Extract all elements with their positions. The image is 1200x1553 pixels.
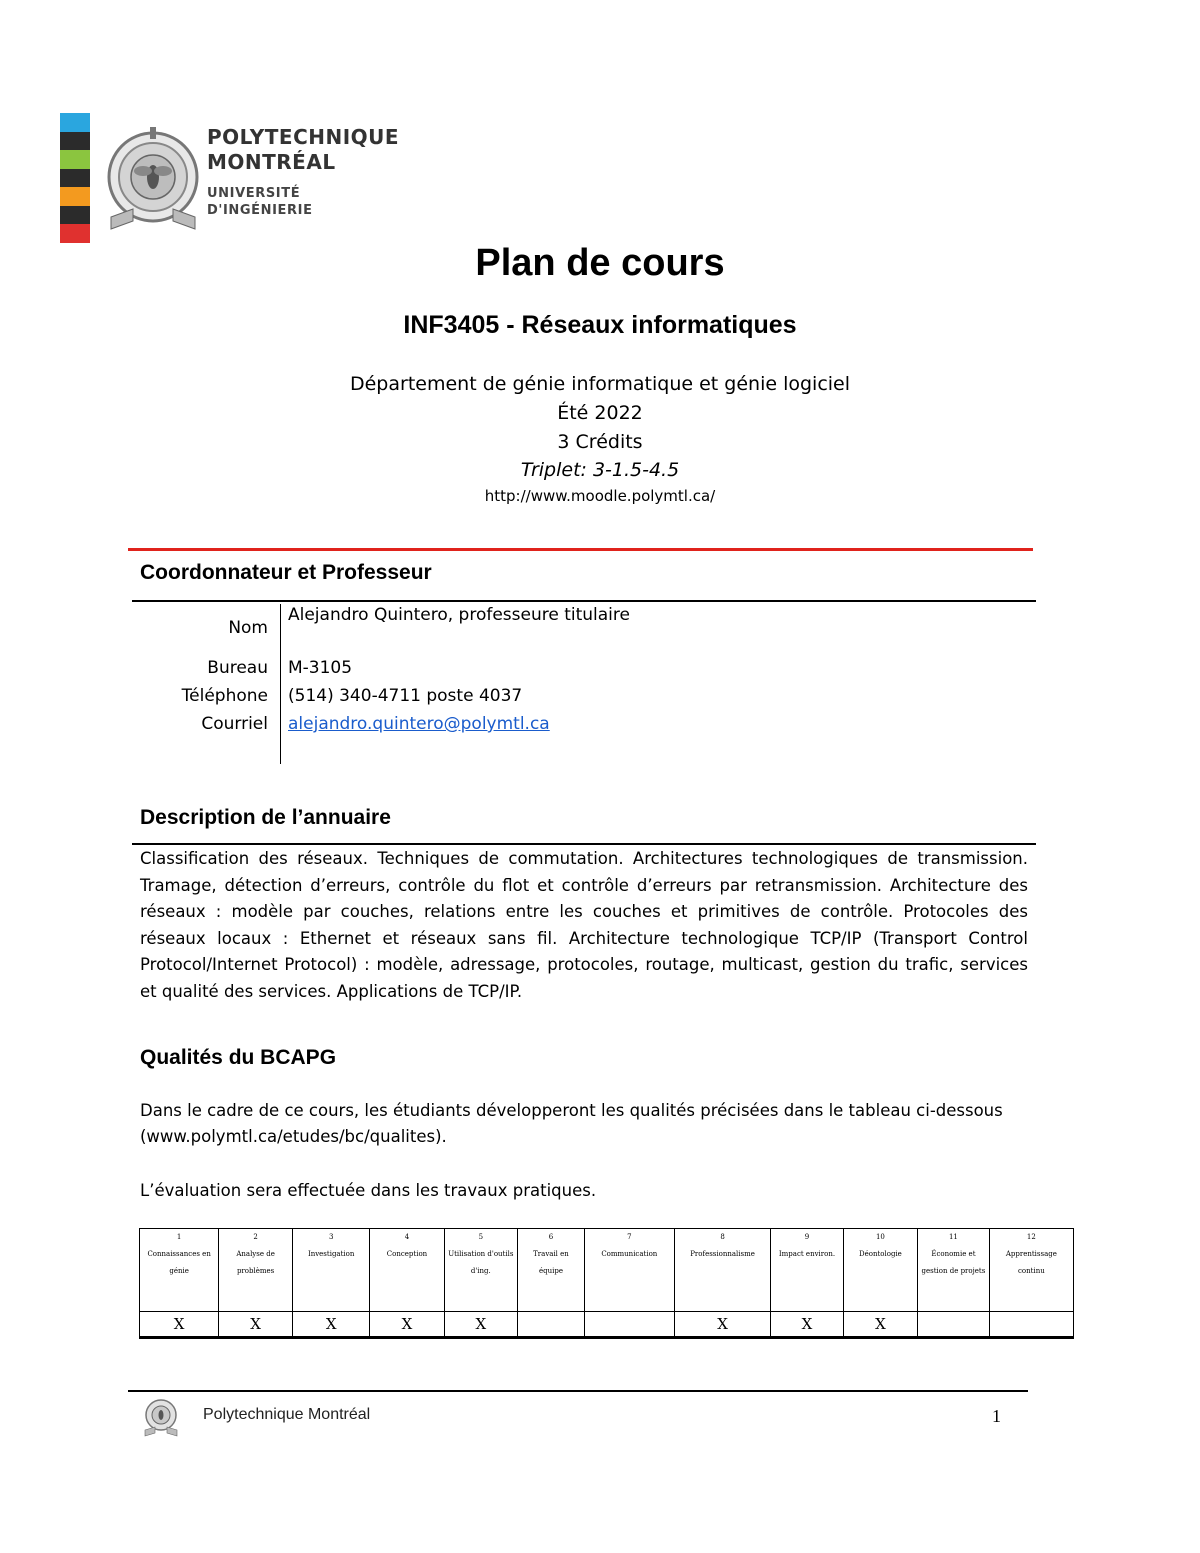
description-text: Classification des réseaux. Techniques de commutation. Architectures technologiques de transmission. Tramage, détection d’erreurs, contrôle du flot et contrôle d’erreurs par retransmission. Architecture des réseaux : modèle par couches, relations entre les couches et primitives de contrôle. Protocoles des réseaux locaux : Ethernet et réseaux sans fil. Architecture technologique TCP/IP (Transport Control Protocol/Internet Protocol) : modèle, adressage, protocoles, routage, multicast, gestion du trafic, services et qualité des services. Applications de TCP/IP.: [140, 849, 1028, 1001]
name-value: Alejandro Quintero, professeure titulaire: [288, 605, 630, 625]
logo-strip-block: [60, 113, 90, 132]
footer-seal-icon: [143, 1397, 179, 1437]
quality-mark-cell: X: [674, 1312, 770, 1338]
logo-strip-block: [60, 206, 90, 225]
quality-header-cell: [989, 1229, 1073, 1312]
qualities-intro: Dans le cadre de ce cours, les étudiants développeront les qualités précisées dans le tableau ci-dessous (www.polymtl.ca/etudes/bc/qualites).: [140, 1101, 1003, 1146]
quality-number: 3: [328, 1233, 334, 1241]
logo-line-1: POLYTECHNIQUE: [207, 125, 400, 149]
quality-header-cell: [518, 1229, 585, 1312]
footer-rule: [128, 1390, 1028, 1392]
office-value: M-3105: [288, 658, 353, 678]
quality-header-cell: [292, 1229, 370, 1312]
quality-mark-cell: X: [843, 1312, 917, 1338]
phone-value: (514) 340-4711 poste 4037: [288, 686, 523, 706]
page-title: Plan de cours: [475, 242, 725, 284]
quality-header-cell: [584, 1229, 674, 1312]
quality-label: Impact environ.: [778, 1250, 836, 1258]
quality-mark-cell: [989, 1312, 1073, 1338]
quality-header-cell: [444, 1229, 518, 1312]
quality-label: Communication: [601, 1250, 658, 1258]
quality-header-cell: [674, 1229, 770, 1312]
quality-label: Déontologie: [859, 1250, 902, 1258]
quality-label: Travail en équipe: [533, 1250, 569, 1275]
quality-label: Utilisation d'outils d'ing.: [448, 1250, 514, 1275]
quality-mark-cell: [918, 1312, 990, 1338]
quality-label: Professionnalisme: [690, 1250, 755, 1258]
quality-number: 9: [804, 1233, 810, 1241]
logo-strip-block: [60, 224, 90, 243]
quality-mark-cell: [584, 1312, 674, 1338]
credits: 3 Crédits: [557, 431, 643, 453]
quality-label: Connaissances en génie: [147, 1250, 211, 1275]
triplet: Triplet: 3-1.5-4.5: [520, 459, 680, 481]
quality-number: 5: [478, 1233, 484, 1241]
moodle-link[interactable]: http://www.moodle.polymtl.ca/: [484, 487, 716, 505]
qualities-table: [139, 1228, 1074, 1339]
quality-label: Apprentissage continu: [1005, 1250, 1057, 1275]
quality-mark-cell: X: [140, 1312, 219, 1338]
quality-number: 10: [875, 1233, 885, 1241]
quality-mark-cell: X: [292, 1312, 370, 1338]
logo-strip-block: [60, 169, 90, 188]
polytechnique-seal-icon: [103, 125, 203, 235]
quality-mark-cell: X: [771, 1312, 843, 1338]
logo-strip-block: [60, 150, 90, 169]
quality-header-cell: [370, 1229, 444, 1312]
term: Été 2022: [557, 402, 643, 424]
quality-label: Conception: [386, 1250, 428, 1258]
email-link[interactable]: alejandro.quintero@polymtl.ca: [288, 714, 550, 734]
quality-number: 7: [627, 1233, 632, 1241]
description-rule: [132, 843, 1036, 845]
qualities-heading: Qualités du BCAPG: [140, 1046, 337, 1069]
quality-label: Économie et gestion de projets: [921, 1250, 986, 1275]
office-label: Bureau: [207, 658, 268, 678]
quality-header-cell: [843, 1229, 917, 1312]
name-label: Nom: [228, 618, 268, 638]
quality-mark-cell: X: [444, 1312, 518, 1338]
quality-header-cell: [219, 1229, 293, 1312]
coordinator-heading: Coordonnateur et Professeur: [140, 561, 432, 584]
logo-wordmark: [207, 125, 399, 219]
logo-line-4: D'INGÉNIERIE: [207, 203, 313, 218]
quality-mark-cell: X: [219, 1312, 293, 1338]
quality-header-cell: [140, 1229, 219, 1312]
quality-number: 4: [404, 1233, 410, 1241]
page-number: 1: [992, 1406, 1001, 1426]
logo-line-3: UNIVERSITÉ: [207, 186, 301, 201]
logo-line-2: MONTRÉAL: [207, 150, 336, 174]
quality-number: 8: [720, 1233, 725, 1241]
quality-number: 6: [548, 1233, 554, 1241]
department: Département de génie informatique et génie logiciel: [349, 373, 851, 395]
footer-org: Polytechnique Montréal: [203, 1406, 371, 1423]
phone-label: Téléphone: [181, 686, 268, 706]
coordinator-rule: [132, 600, 1036, 602]
evaluation-note: L’évaluation sera effectuée dans les travaux pratiques.: [140, 1181, 597, 1200]
quality-number: 1: [176, 1233, 182, 1241]
quality-mark-cell: X: [370, 1312, 444, 1338]
quality-number: 12: [1026, 1233, 1036, 1241]
quality-label: Analyse de problèmes: [236, 1250, 275, 1275]
quality-mark-cell: [518, 1312, 585, 1338]
quality-header-cell: [918, 1229, 990, 1312]
red-divider: [128, 548, 1033, 551]
email-label: Courriel: [201, 714, 268, 734]
contact-table-divider: [280, 604, 281, 764]
quality-number: 2: [253, 1233, 258, 1241]
logo-strip-block: [60, 132, 90, 151]
qualities-header-row: [140, 1229, 1074, 1312]
description-heading: Description de l’annuaire: [140, 806, 391, 829]
quality-number: 11: [948, 1233, 958, 1241]
quality-label: Investigation: [307, 1250, 355, 1258]
quality-header-cell: [771, 1229, 843, 1312]
logo-color-strip: [60, 113, 90, 243]
course-title: INF3405 - Réseaux informatiques: [403, 311, 797, 339]
qualities-mark-row: [140, 1312, 1074, 1338]
logo-strip-block: [60, 187, 90, 206]
